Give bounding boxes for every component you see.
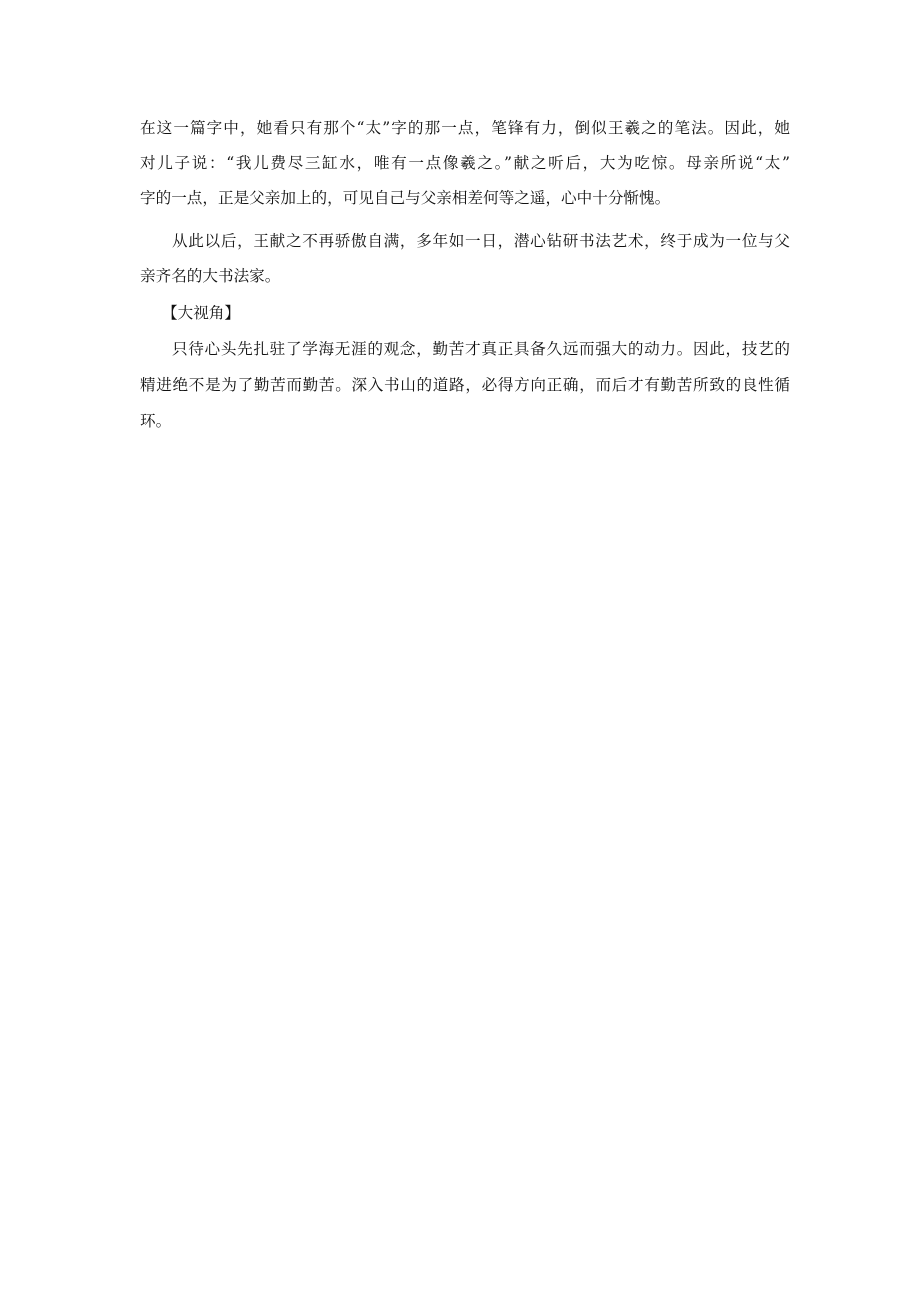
paragraph-1-line-1: 在这一篇字中，她看只有那个“太”字的那一点，笔锋有力，倒似王羲之的笔法。因此，她 [140, 119, 790, 137]
section-heading: 【大视角】 [162, 304, 240, 322]
paragraph-2-line-1: 从此以后，王献之不再骄傲自满，多年如一日，潜心钻研书法艺术，终于成为一位与父 [172, 232, 790, 250]
paragraph-4-line-1: 只待心头先扎驻了学海无涯的观念，勤苦才真正具备久远而强大的动力。因此，技艺的 [172, 340, 790, 358]
paragraph-1-line-2: 对儿子说：“我儿费尽三缸水，唯有一点像羲之。”献之听后，大为吃惊。母亲所说“太” [140, 154, 790, 172]
paragraph-4-line-2: 精进绝不是为了勤苦而勤苦。深入书山的道路，必得方向正确，而后才有勤苦所致的良性循 [140, 376, 790, 394]
paragraph-4-line-3: 环。 [140, 412, 172, 430]
paragraph-1-line-3: 字的一点，正是父亲加上的，可见自己与父亲相差何等之遥，心中十分惭愧。 [140, 189, 671, 207]
paragraph-2-line-2: 亲齐名的大书法家。 [140, 267, 281, 285]
